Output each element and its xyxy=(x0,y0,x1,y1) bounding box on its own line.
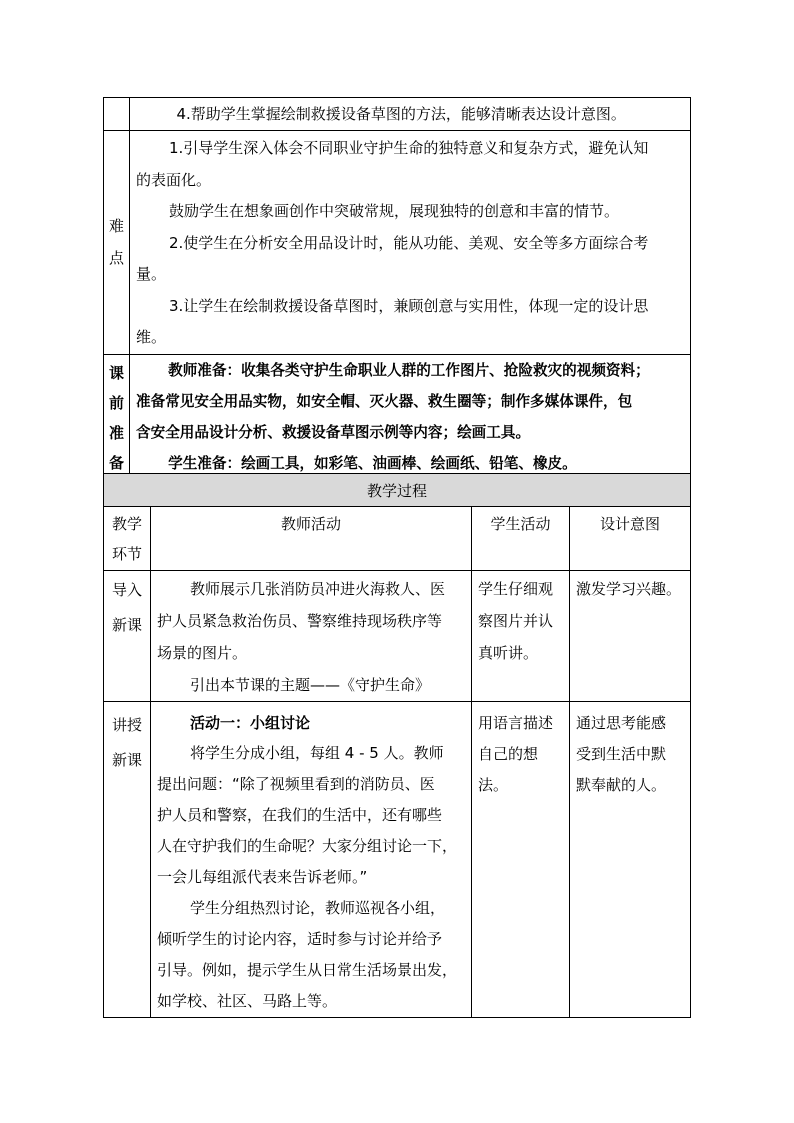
lecture-teacher-activity xyxy=(151,702,472,1018)
preparation-label-char: 前 xyxy=(108,394,124,412)
intro-student-activity xyxy=(472,571,570,702)
teaching-process-table xyxy=(103,473,691,1018)
lecture-teacher-line: 人在守护我们的生命呢？大家分组讨论一下， xyxy=(157,837,458,855)
lecture-intent-line: 默奉献的人。 xyxy=(576,776,667,794)
teacher-prep-b: 准备常见安全用品实物，如安全帽、灭火器、救生圈等；制作多媒体课件，包 xyxy=(136,392,633,410)
difficulties-label-char: 难 xyxy=(108,217,124,236)
lecture-teacher-line: 引导。例如，提示学生从日常生活场景出发， xyxy=(157,961,458,979)
lecture-student-line: 自己的想法。 xyxy=(478,745,539,794)
stage-intro-line: 导入 xyxy=(111,581,142,599)
intro-teacher-line: 引出本节课的主题——《守护生命》 xyxy=(190,676,431,694)
lecture-teacher-line: 将学生分成小组，每组 4 - 5 人。教师 xyxy=(190,744,444,762)
objectives-label-cell xyxy=(104,98,130,131)
intro-student-line: 察图片并认 xyxy=(478,612,554,630)
preparation-label xyxy=(104,354,130,482)
header-stage xyxy=(104,507,151,571)
process-title: 教学过程 xyxy=(104,474,691,507)
difficulty-3a: 2.使学生在分析安全用品设计时，能从功能、美观、安全等多方面综合考 xyxy=(169,233,649,252)
lecture-teacher-line: 如学校、社区、马路上等。 xyxy=(157,992,338,1010)
preparation-label-char: 课 xyxy=(108,364,124,382)
header-teacher: 教师活动 xyxy=(151,507,472,571)
objectives-cell xyxy=(130,98,691,131)
activity-one-title: 活动一：小组讨论 xyxy=(190,714,311,732)
header-stage-line: 教学 xyxy=(111,515,142,533)
difficulties-label-char: 点 xyxy=(108,249,124,268)
preparation-cell xyxy=(130,354,691,482)
stage-lecture-line: 讲授 xyxy=(111,716,142,734)
difficulty-4b: 维。 xyxy=(136,328,167,346)
stage-lecture xyxy=(104,702,151,1018)
intro-teacher-line: 护人员紧急救治伤员、警察维持现场秩序等 xyxy=(157,612,443,630)
difficulty-4a: 3.让学生在绘制救援设备草图时，兼顾创意与实用性，体现一定的设计思 xyxy=(169,296,649,315)
lesson-info-table xyxy=(103,97,691,483)
objective-4: 4.帮助学生掌握绘制救援设备草图的方法，能够清晰表达设计意图。 xyxy=(176,105,626,123)
header-stage-line: 环节 xyxy=(111,545,142,563)
preparation-label-char: 准 xyxy=(108,424,124,442)
teacher-prep-a: 教师准备：收集各类守护生命职业人群的工作图片、抢险救灾的视频资料； xyxy=(168,361,650,379)
header-student: 学生活动 xyxy=(472,507,570,571)
lecture-intent-line: 受到生活中默 xyxy=(576,745,667,763)
lecture-teacher-line: 护人员和警察，在我们的生活中，还有哪些 xyxy=(157,806,443,824)
intro-intent-line: 激发学习兴趣。 xyxy=(576,580,682,598)
intro-teacher-activity xyxy=(151,571,472,702)
lecture-student-line: 用语言描述 xyxy=(478,714,554,732)
lecture-intent-line: 通过思考能感 xyxy=(576,714,667,732)
difficulty-2: 鼓励学生在想象画创作中突破常规，展现独特的创意和丰富的情节。 xyxy=(169,202,620,220)
intro-student-line: 真听讲。 xyxy=(478,644,539,662)
difficulty-1a: 1.引导学生深入体会不同职业守护生命的独特意义和复杂方式，避免认知 xyxy=(169,139,649,157)
student-prep: 学生准备：绘画工具，如彩笔、油画棒、绘画纸、铅笔、橡皮。 xyxy=(168,454,577,472)
intro-student-line: 学生仔细观 xyxy=(478,580,554,598)
lecture-teacher-line: 一会儿每组派代表来告诉老师。” xyxy=(157,868,368,886)
difficulties-cell xyxy=(130,131,691,355)
preparation-label-char: 备 xyxy=(108,454,124,472)
stage-lecture-line: 新课 xyxy=(111,751,142,769)
lecture-intent xyxy=(570,702,691,1018)
intro-intent xyxy=(570,571,691,702)
difficulties-label xyxy=(104,131,130,355)
intro-teacher-line: 场景的图片。 xyxy=(157,644,248,662)
teacher-prep-c: 含安全用品设计分析、救援设备草图示例等内容；绘画工具。 xyxy=(136,423,531,441)
stage-intro-line: 新课 xyxy=(111,616,142,634)
header-intent: 设计意图 xyxy=(570,507,691,571)
intro-teacher-line: 教师展示几张消防员冲进火海救人、医 xyxy=(190,580,446,598)
lecture-student-activity xyxy=(472,702,570,1018)
stage-intro xyxy=(104,571,151,702)
lecture-teacher-line: 提出问题：“除了视频里看到的消防员、医 xyxy=(157,775,435,793)
difficulty-3b: 量。 xyxy=(136,265,167,283)
lecture-teacher-line: 学生分组热烈讨论，教师巡视各小组， xyxy=(190,899,446,917)
difficulty-1b: 的表面化。 xyxy=(136,170,212,189)
lecture-teacher-line: 倾听学生的讨论内容，适时参与讨论并给予 xyxy=(157,930,443,948)
